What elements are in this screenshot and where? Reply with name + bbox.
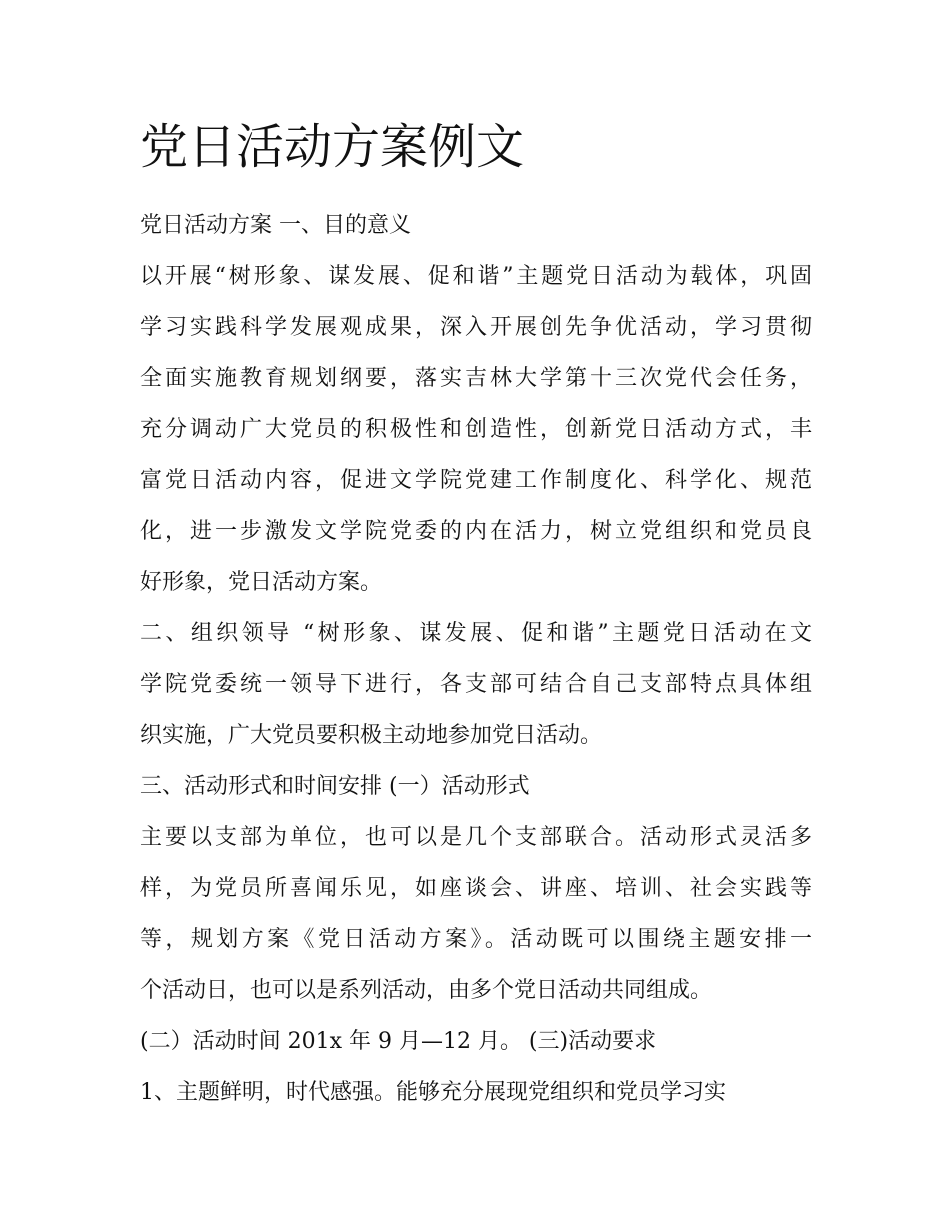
body-line: 富党日活动内容，促进文学院党建工作制度化、科学化、规范 — [140, 468, 812, 493]
body-line: 以开展“树形象、谋发展、促和谐”主题党日活动为载体，巩固 — [140, 264, 812, 289]
body-line: 全面实施教育规划纲要，落实吉林大学第十三次党代会任务， — [140, 366, 812, 391]
body-line: 学院党委统一领导下进行，各支部可结合自己支部特点具体组 — [140, 672, 812, 697]
body-line: 等，规划方案《党日活动方案》。活动既可以围绕主题安排一 — [140, 927, 812, 952]
document-title: 党日活动方案例文 — [140, 119, 525, 175]
body-line: (二）活动时间 201x 年 9 月—12 月。 (三)活动要求 — [140, 1029, 657, 1054]
body-line: 个活动日，也可以是系列活动，由多个党日活动共同组成。 — [140, 978, 713, 1003]
body-line: 三、活动形式和时间安排 (一）活动形式 — [140, 774, 530, 799]
body-line: 1、主题鲜明，时代感强。能够充分展现党组织和党员学习实 — [140, 1080, 726, 1105]
body-line: 党日活动方案 一、目的意义 — [140, 213, 411, 238]
body-line: 充分调动广大党员的积极性和创造性，创新党日活动方式，丰 — [140, 417, 812, 442]
body-line: 织实施，广大党员要积极主动地参加党日活动。 — [140, 723, 603, 748]
body-line: 好形象，党日活动方案。 — [140, 570, 383, 595]
document-body — [140, 200, 812, 1118]
body-line: 主要以支部为单位，也可以是几个支部联合。活动形式灵活多 — [140, 825, 812, 850]
body-line: 化，进一步激发文学院党委的内在活力，树立党组织和党员良 — [140, 519, 812, 544]
body-line: 二、组织领导 “树形象、谋发展、促和谐”主题党日活动在文 — [140, 621, 812, 646]
body-line: 样，为党员所喜闻乐见，如座谈会、讲座、培训、社会实践等 — [140, 876, 812, 901]
body-line: 学习实践科学发展观成果，深入开展创先争优活动，学习贯彻 — [140, 315, 812, 340]
